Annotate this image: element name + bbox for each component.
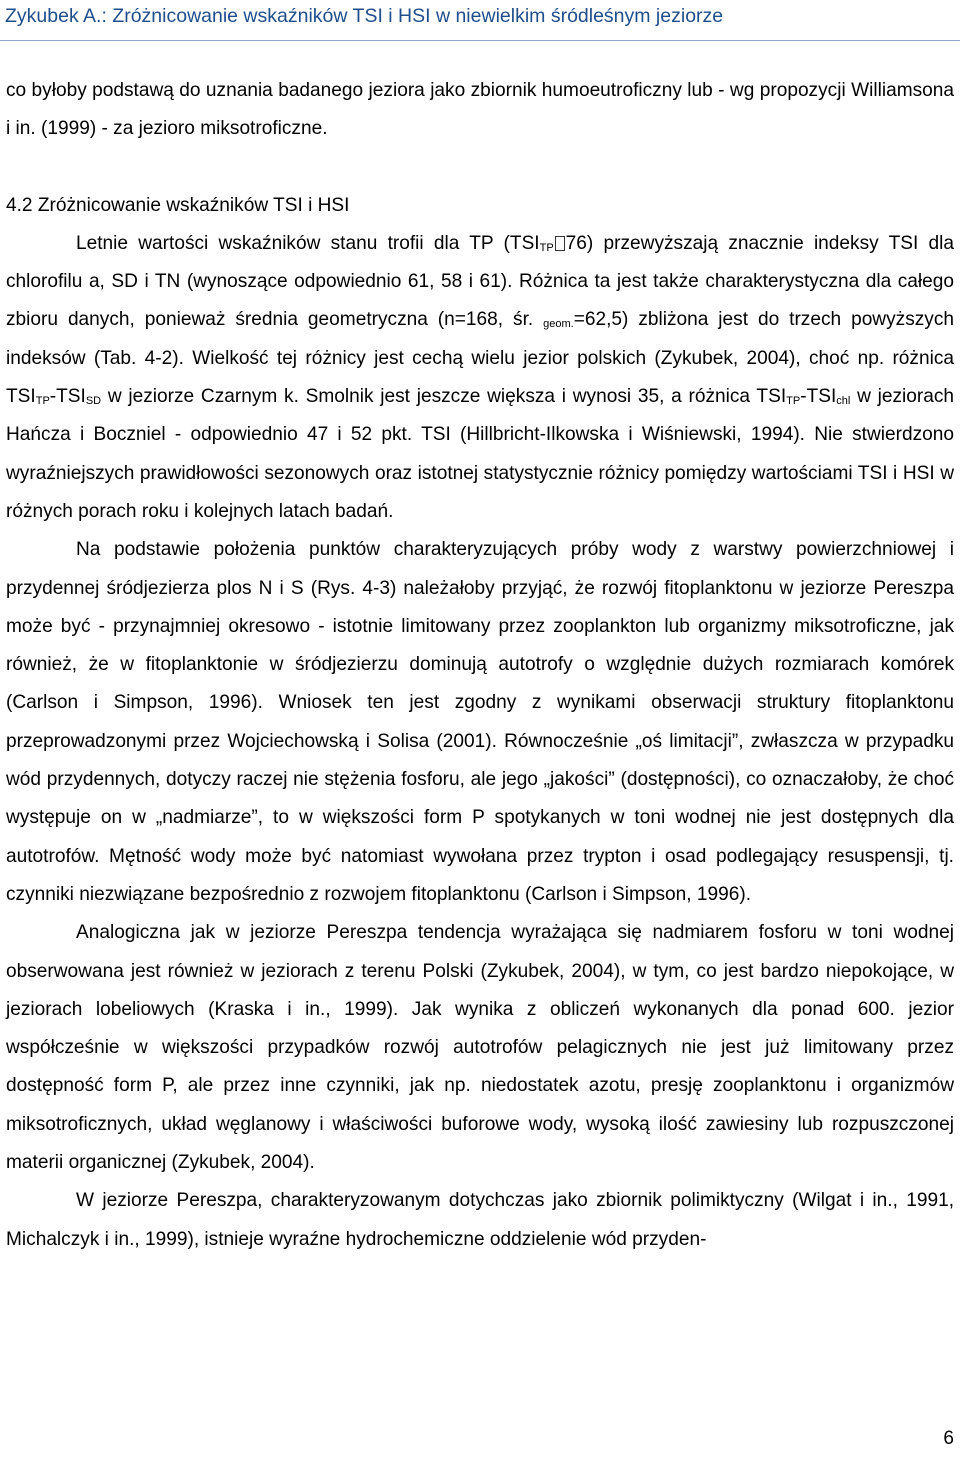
text-run: w jeziorach Hańcza i Boczniel - odpowiednio 47 i 52 pkt. TSI (Hillbricht-Ilkowska i Wiśniewski, 1994). Nie stwierdzono wyraźniejszych prawidłowości sezonowych oraz istotnej statystycznie różnicy pomiędzy wartościami TSI i HSI w różnych porach roku i kolejnych latach badań.: [6, 386, 955, 522]
subscript: chl: [836, 395, 851, 408]
subscript: TP: [539, 241, 554, 254]
subscript: geom.: [543, 318, 574, 331]
paragraph-phytoplankton: Na podstawie położenia punktów charakteryzujących próby wody z warstwy powierzchniowej i przydennej śródjezierza plos N i S (Rys. 4-3) należałoby przyjąć, że rozwój fitoplanktonu w jeziorze Pereszpa może być - przynajmniej okresowo - istotnie limitowany przez zooplankton lub organizmy miksotroficzne, jak również, że w fitoplanktonie w śródjezierzu dominują autotrofy o względnie dużych rozmiarach komórek (Carlson i Simpson, 1996). Wniosek ten jest zgodny z wynikami obserwacji struktury fitoplanktonu przeprowadzonymi przez Wojciechowską i Solisa (2001). Równocześnie „oś limitacji”, zwłaszcza w przypadku wód przydennych, dotyczy raczej nie stężenia fosforu, ale jego „jakości” (dostępności), co oznaczałoby, że choć występuje on w „nadmiarze”, to w większości form P spotykanych w toni wodnej nie jest dostępnych dla autotrofów. Mętność wody może być natomiast wywołana przez trypton i osad podlegający resuspensji, tj. czynniki niezwiązane bezpośrednio z rozwojem fitoplanktonu (Carlson i Simpson, 1996).: [6, 539, 954, 905]
text-run: Letnie wartości wskaźników stanu trofii dla TP (TSI: [76, 232, 540, 254]
section-spacer: [6, 149, 954, 187]
paragraph-polymictic: W jeziorze Pereszpa, charakteryzowanym dotychczas jako zbiornik polimiktyczny (Wilgat i in., 1991, Michalczyk i in., 1999), istnieje wyraźne hydrochemiczne oddzielenie wód przyden-: [6, 1190, 954, 1250]
page-number: 6: [943, 1428, 954, 1449]
page-body: [6, 72, 954, 1259]
text-run: -TSI: [800, 386, 837, 408]
paragraph-tsi-values: [6, 225, 954, 531]
paragraph-phosphorus-tendency: Analogiczna jak w jeziorze Pereszpa tendencja wyrażająca się nadmiarem fosforu w toni wodnej obserwowana jest również w jeziorach z terenu Polski (Zykubek, 2004), w tym, co jest bardzo niepokojące, w jeziorach lobeliowych (Kraska i in., 1999). Jak wynika z obliczeń wykonanych dla ponad 600. jezior współcześnie w większości przypadków rozwój autotrofów pelagicznych nie jest już limitowany przez dostępność form P, ale przez inne czynniki, jak np. niedostatek azotu, presję zooplanktonu i organizmów miksotroficznych, układ węglanowy i właściwości buforowe wody, wysoką ilość zawiesiny lub rozpuszczonej materii organicznej (Zykubek, 2004).: [6, 922, 954, 1174]
subscript: TP: [786, 395, 801, 408]
running-header: Zykubek A.: Zróżnicowanie wskaźników TSI i HSI w niewielkim śródleśnym jeziorze: [5, 5, 724, 27]
paragraph-continued: co byłoby podstawą do uznania badanego jeziora jako zbiornik humoeutroficzny lub - wg propozycji Williamsona i in. (1999) - za jezioro miksotroficzne.: [6, 80, 954, 140]
text-run: -TSI: [49, 386, 86, 408]
header-divider: [0, 40, 960, 41]
section-heading: 4.2 Zróżnicowanie wskaźników TSI i HSI: [6, 194, 350, 216]
subscript: TP: [35, 395, 50, 408]
text-run: 76) przewyższają znacznie indeksy TSI dla chlorofilu a, SD i TN (wynoszące odpowiednio 61, 58 i 61). Różnica ta jest także charakterystyczna dla całego zbioru danych, ponieważ średnia geometryczna (n=168, śr.: [6, 232, 954, 331]
subscript: SD: [85, 395, 102, 408]
text-run: w jeziorze Czarnym k. Smolnik jest jeszcze większa i wynosi 35, a różnica TSI: [101, 386, 787, 408]
text-run: =62,5) zbliżona jest do trzech powyższych indeksów (Tab. 4-2). Wielkość tej różnicy jest cechą wielu jezior polskich (Zykubek, 2004), choć np. różnica TSI: [6, 309, 954, 408]
missing-glyph-icon: [555, 236, 565, 251]
